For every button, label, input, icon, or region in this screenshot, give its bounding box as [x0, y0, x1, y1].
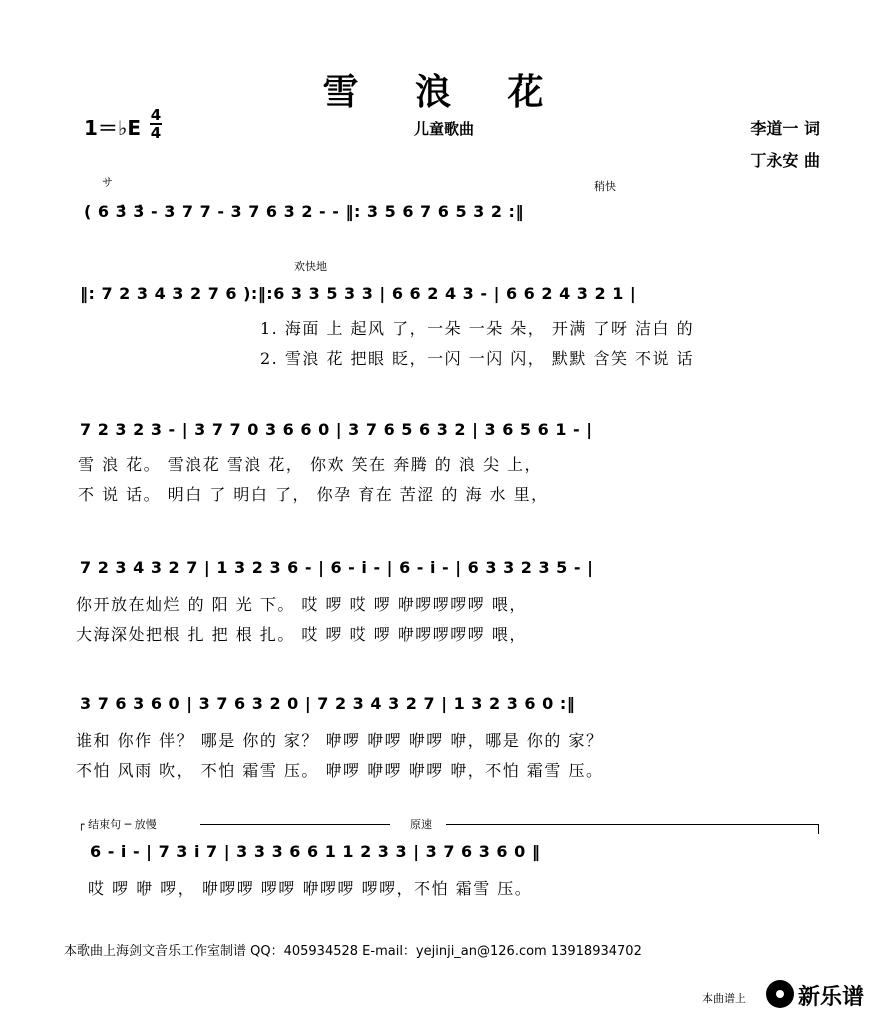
notes-line-5: 3 7 6 3 6 0 | 3 7 6 3 2 0 | 7 2 3 4 3 2 7 | 1 3 2 3 6 0 :‖ [80, 694, 576, 713]
notes-line-6: 6 - i - | 7 3 i 7 | 3 3 3 6 6 1 1 2 3 3 | 3 7 6 3 6 0 ‖ [90, 842, 541, 861]
lyric-line-5a: 谁和 你作 伴？ 哪是 你的 家？ 咿啰 咿啰 咿啰 咿，哪是 你的 家？ [76, 731, 604, 750]
time-bottom: 4 [150, 124, 162, 142]
page-title: 雪 浪 花 [322, 71, 566, 113]
notes-line-1: ( 6 3̇ 3̇ - 3 7 7 - 3 7 6 3 2 - - ‖: 3 5 6 7 6 5 3 2 :‖ [84, 202, 524, 221]
lyric-line-5b: 不怕 风雨 吹， 不怕 霜雪 压。 咿啰 咿啰 咿啰 咿，不怕 霜雪 压。 [76, 761, 604, 780]
mark-slightly-fast: 稍快 [594, 180, 616, 193]
ending-line-end [818, 824, 819, 834]
lyric-line-4a: 你开放在灿烂 的 阳 光 下。 哎 啰 哎 啰 咿啰啰啰啰 喂， [76, 595, 527, 614]
footer-credits: 本歌曲上海剑文音乐工作室制谱 QQ：405934528 E-mail：yejinji_an@126.com 13918934702 [64, 944, 642, 959]
mark-cheerful: 欢快地 [294, 260, 327, 273]
key-signature: 1＝♭E [84, 116, 142, 140]
lyric-line-3a: 雪 浪 花。 雪浪花 雪浪 花， 你欢 笑在 奔腾 的 浪 尖 上， [78, 455, 543, 474]
composer-credit: 丁永安 曲 [750, 151, 820, 170]
subtitle: 儿童歌曲 [413, 120, 474, 138]
mark-original-tempo: 原速 [410, 818, 432, 831]
mark-sa: サ [102, 176, 113, 189]
logo-disc-center [776, 990, 784, 998]
brand-small-text: 本曲谱上 [702, 992, 746, 1005]
notes-line-2: ‖: 7 2 3 4 3 2 7 6 ):‖:6 3 3 5 3 3 | 6 6 2 4 3 - | 6 6 2 4 3 2 1 | [80, 284, 637, 303]
notes-line-4: 7 2 3 4 3 2 7 | 1 3 2 3 6 - | 6 - i - | 6 - i - | 6 3 3 2 3 5 - | [80, 558, 594, 577]
lyric-line-4b: 大海深处把根 扎 把 根 扎。 哎 啰 哎 啰 咿啰啰啰啰 喂， [76, 625, 527, 644]
lyric-line-2a: 1. 海面 上 起风 了，一朵 一朵 朵， 开满 了呀 洁白 的 [260, 319, 695, 338]
time-top: 4 [150, 106, 162, 124]
lyric-line-6: 哎 啰 咿 啰， 咿啰啰 啰啰 咿啰啰 啰啰，不怕 霜雪 压。 [88, 879, 533, 898]
brand-logo-text: 新乐谱 [798, 985, 865, 1010]
ending-line-left [200, 824, 390, 825]
lyricist-credit: 李道一 词 [750, 119, 820, 138]
mark-ending-phrase: ┌ 结束句 ─ 放慢 [78, 818, 157, 831]
notes-line-3: 7 2 3 2 3 - | 3 7 7 0 3 6 6 0 | 3 7 6 5 6 3 2 | 3 6 5 6 1 - | [80, 420, 593, 439]
lyric-line-3b: 不 说 话。 明白 了 明白 了， 你孕 育在 苦涩 的 海 水 里， [78, 485, 549, 504]
ending-line-right [446, 824, 818, 825]
lyric-line-2b: 2. 雪浪 花 把眼 眨，一闪 一闪 闪， 默默 含笑 不说 话 [260, 349, 695, 368]
